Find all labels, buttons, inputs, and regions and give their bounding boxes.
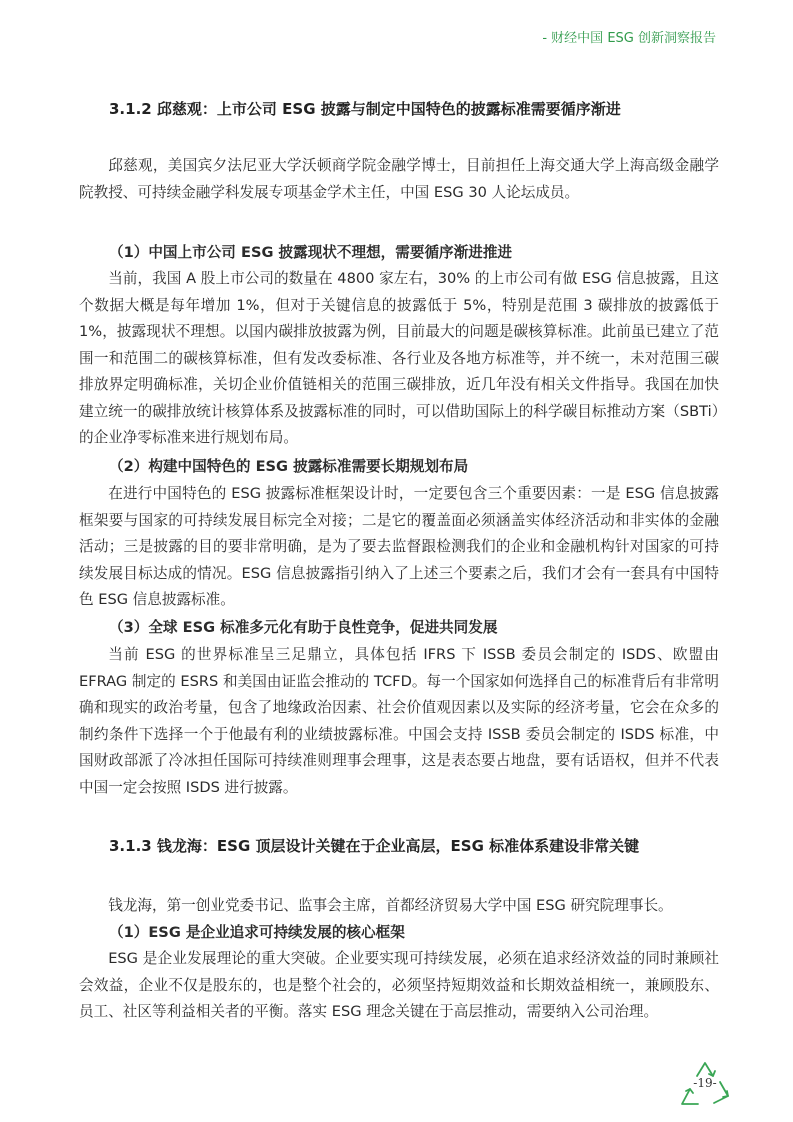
running-header: - 财经中国 ESG 创新洞察报告 (542, 31, 716, 46)
intro-paragraph-qiu: 邱慈观，美国宾夕法尼亚大学沃顿商学院金融学博士，目前担任上海交通大学上海高级金融学院教授、可持续金融学科发展专项基金学术主任，中国 ESG 30 人论坛成员。 (79, 157, 719, 201)
subheading-3: （3）全球 ESG 标准多元化有助于良性竞争，促进共同发展 (109, 619, 498, 636)
page-number-badge (678, 1058, 732, 1112)
subheading-2: （2）构建中国特色的 ESG 披露标准需要长期规划布局 (109, 458, 469, 475)
paragraph-standard-framework: 在进行中国特色的 ESG 披露标准框架设计时，一定要包含三个重要因素：一是 ESG 信息披露框架要与国家的可持续发展目标完全对接；二是它的覆盖面必须涵盖实体经济活动和非实体的金融活动；三是披露的目的要非常明确，是为了要去监督跟检测我们的企业和金融机构针对国家的可持续发展目标达成的情况。ESG 信息披露指引纳入了上述三个要素之后，我们才会有一套具有中国特色 ESG 信息披露标准。 (79, 485, 719, 608)
paragraph-esg-framework: ESG 是企业发展理论的重大突破。企业要实现可持续发展，必须在追求经济效益的同时兼顾社会效益，企业不仅是股东的，也是整个社会的，必须坚持短期效益和长期效益相统一，兼顾股东、员工、社区等利益相关者的平衡。落实 ESG 理念关键在于高层推动，需要纳入公司治理。 (79, 950, 719, 1020)
paragraph-disclosure-status: 当前，我国 A 股上市公司的数量在 4800 家左右，30% 的上市公司有做 ESG 信息披露，且这个数据大概是每年增加 1%，但对于关键信息的披露低于 5%，特别是范围 3 碳排放的披露低于 1%，披露现状不理想。以国内碳排放披露为例，目前最大的问题是碳核算标准。此前虽已建立了范围一和范围二的碳核算标准，但有发改委标准、各行业及各地方标准等，并不统一，未对范围三碳排放界定明确标准，关切企业价值链相关的范围三碳排放，近几年没有相关文件指导。我国在加快建立统一的碳排放统计核算体系及披露标准的同时，可以借助国际上的科学碳目标推动方案（SBTi）的企业净零标准来进行规划布局。 (79, 270, 719, 446)
paragraph-global-standards: 当前 ESG 的世界标准呈三足鼎立，具体包括 IFRS 下 ISSB 委员会制定的 ISDS、欧盟由 EFRAG 制定的 ESRS 和美国由证监会推动的 TCFD。每一个国家如何选择自己的标准背后有非常明确和现实的政治考量，包含了地缘政治因素、社会价值观因素以及实际的经济考量，它会在众多的制约条件下选择一个于他最有利的业绩披露标准。中国会支持 ISSB 委员会制定的 ISDS 标准，中国财政部派了冷冰担任国际可持续准则理事会理事，这是表态要占地盘，要有话语权，但并不代表中国一定会按照 ISDS 进行披露。 (79, 646, 719, 796)
page-number: -19- (693, 1076, 717, 1090)
section-title-3-1-2: 3.1.2 邱慈观：上市公司 ESG 披露与制定中国特色的披露标准需要循序渐进 (109, 100, 621, 118)
subheading-1: （1）中国上市公司 ESG 披露现状不理想，需要循序渐进推进 (109, 244, 513, 261)
intro-paragraph-qian: 钱龙海，第一创业党委书记、监事会主席，首都经济贸易大学中国 ESG 研究院理事长。 (108, 897, 673, 914)
section-title-3-1-3: 3.1.3 钱龙海：ESG 顶层设计关键在于企业高层，ESG 标准体系建设非常关键 (109, 837, 640, 855)
subheading-4: （1）ESG 是企业追求可持续发展的核心框架 (109, 924, 405, 941)
